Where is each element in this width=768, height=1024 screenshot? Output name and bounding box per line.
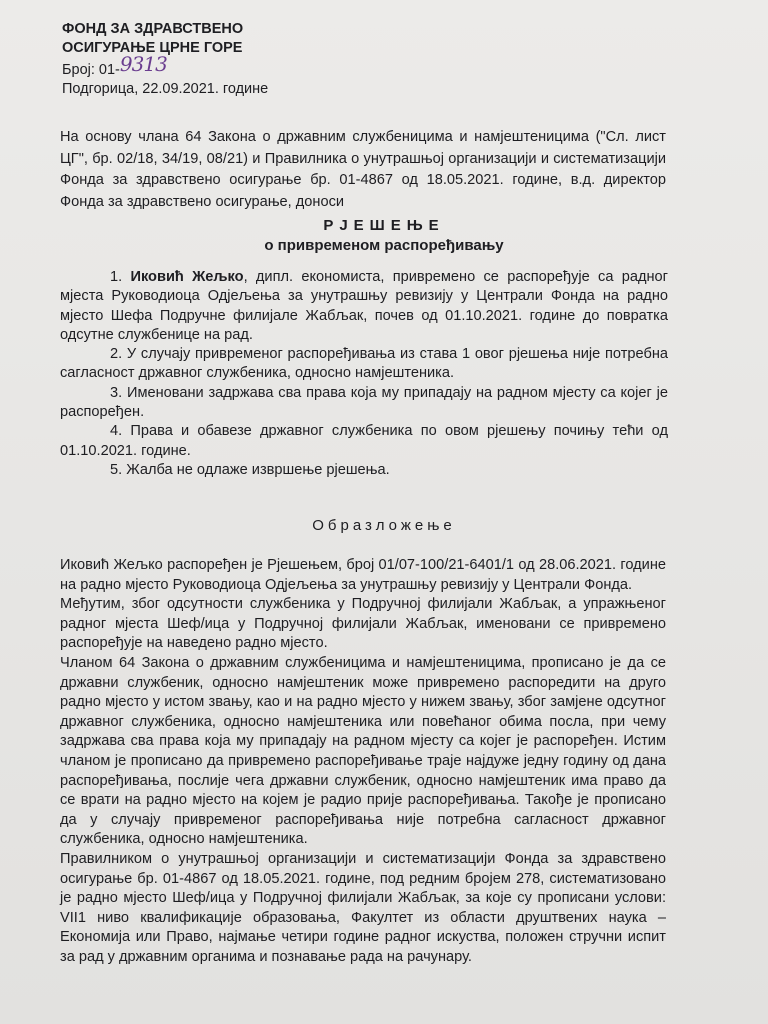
document-header [62,20,268,99]
explanation-title: Образложење [312,517,456,534]
intro-paragraph: На основу члана 64 Закона о државним службеницима и намјештеницима ("Сл. лист ЦГ", бр. 02/18, 34/19, 08/21) и Правилника о унутрашњој организацији и систематизацији Фонда за здравствено осигурање бр. 01-4867 од 18.05.2021. године, в.д. директор Фонда за здравствено осигурање, доноси [60,129,666,210]
point-5: 5. Жалба не одлаже извршење рјешења. [110,461,390,478]
decision-title: РЈЕШЕЊЕ [323,217,445,234]
org-name-line1: ФОНД ЗА ЗДРАВСТВЕНО [62,21,244,37]
employee-name: Иковић Жељко [130,269,244,285]
document-number [62,52,268,80]
decision-points [60,268,668,480]
explanation-paragraph-2: Међутим, због одсутности службеника у Подручној филијали Жабљак, а упражњеног радног мјеста Шеф/ица у Подручној филијали Жабљак, именовани се привремено распоређује на наведено радно мјесто. [60,596,666,652]
explanation-paragraph-1: Иковић Жељко распоређен је Рјешењем, број 01/07-100/21-6401/1 од 28.06.2021. године на радно мјесто Руководиоца Одјељења за унутрашњу ревизију у Централи Фонда. [60,557,666,593]
org-name-line2: ОСИГУРАЊЕ ЦРНЕ ГОРЕ [62,40,243,56]
decision-subtitle: о привременом распоређивању [264,237,504,254]
point-3: 3. Именовани задржава сва права која му припадају на радном мјесту са којег је распоређен. [60,384,668,421]
point-1-number: 1. [110,269,123,285]
handwritten-number: 9313 [119,52,167,76]
point-1 [60,268,668,345]
point-1-text: , дипл. економиста, привремено се распоређује са радног мјеста Руководиоца Одјељења за унутрашњу ревизију у Централи Фонда на радно мјесто Шефа Подручне филијале Жабљак, почев од 01.10.2021. године до повратка одсутне службенице на рад. [60,269,668,343]
explanation-paragraph-4: Правилником о унутрашњој организацији и систематизацији Фонда за здравствено осигурање бр. 01-4867 од 18.05.2021. године, под редним бројем 278, систематизовано је радно мјесто Шеф/ица у Подручној филијали Жабљак, за које су прописани услови: VII1 ниво квалификације образовања, Факултет из области друштвених наука – Економија или Право, најмање четири године радног искуства, положен стручни испит за рад у државним органима и познавање рада на рачунару. [60,850,666,965]
place-date: Подгорица, 22.09.2021. године [62,81,269,97]
explanation-body [60,556,666,967]
explanation-paragraph-3: Чланом 64 Закона о државним службеницима и намјештеницима, прописано је да се државни службеник, односно намјештеник може привремено распоредити на друго радно мјесто у истом звању, као и на радно мјесто у нижем звању, због замјене одсутног државног службеника, односно намјештеника или повећаног обима посла, при чему задржава сва права која му припадају на радном мјесту са којег је распоређен. Истим чланом је прописано да привремено распоређивање траје најдуже једну годину од дана распоређивања, послије чега државни службеник, односно намјештеник има право да се врати на радно мјесто на којем је радио прије распоређивања. Такође је прописано да у случају привременог распоређивања није потребна сагласност државног службеника, односно намјештеника. [60,654,666,848]
point-2: 2. У случају привременог распоређивања из става 1 овог рјешења није потребна сагласност државног службеника, односно намјештеника. [60,346,668,382]
number-label: Број: 01- [62,62,120,78]
point-4: 4. Права и обавезе државног службеника по овом рјешењу почињу тећи од 01.10.2021. године. [60,423,668,459]
